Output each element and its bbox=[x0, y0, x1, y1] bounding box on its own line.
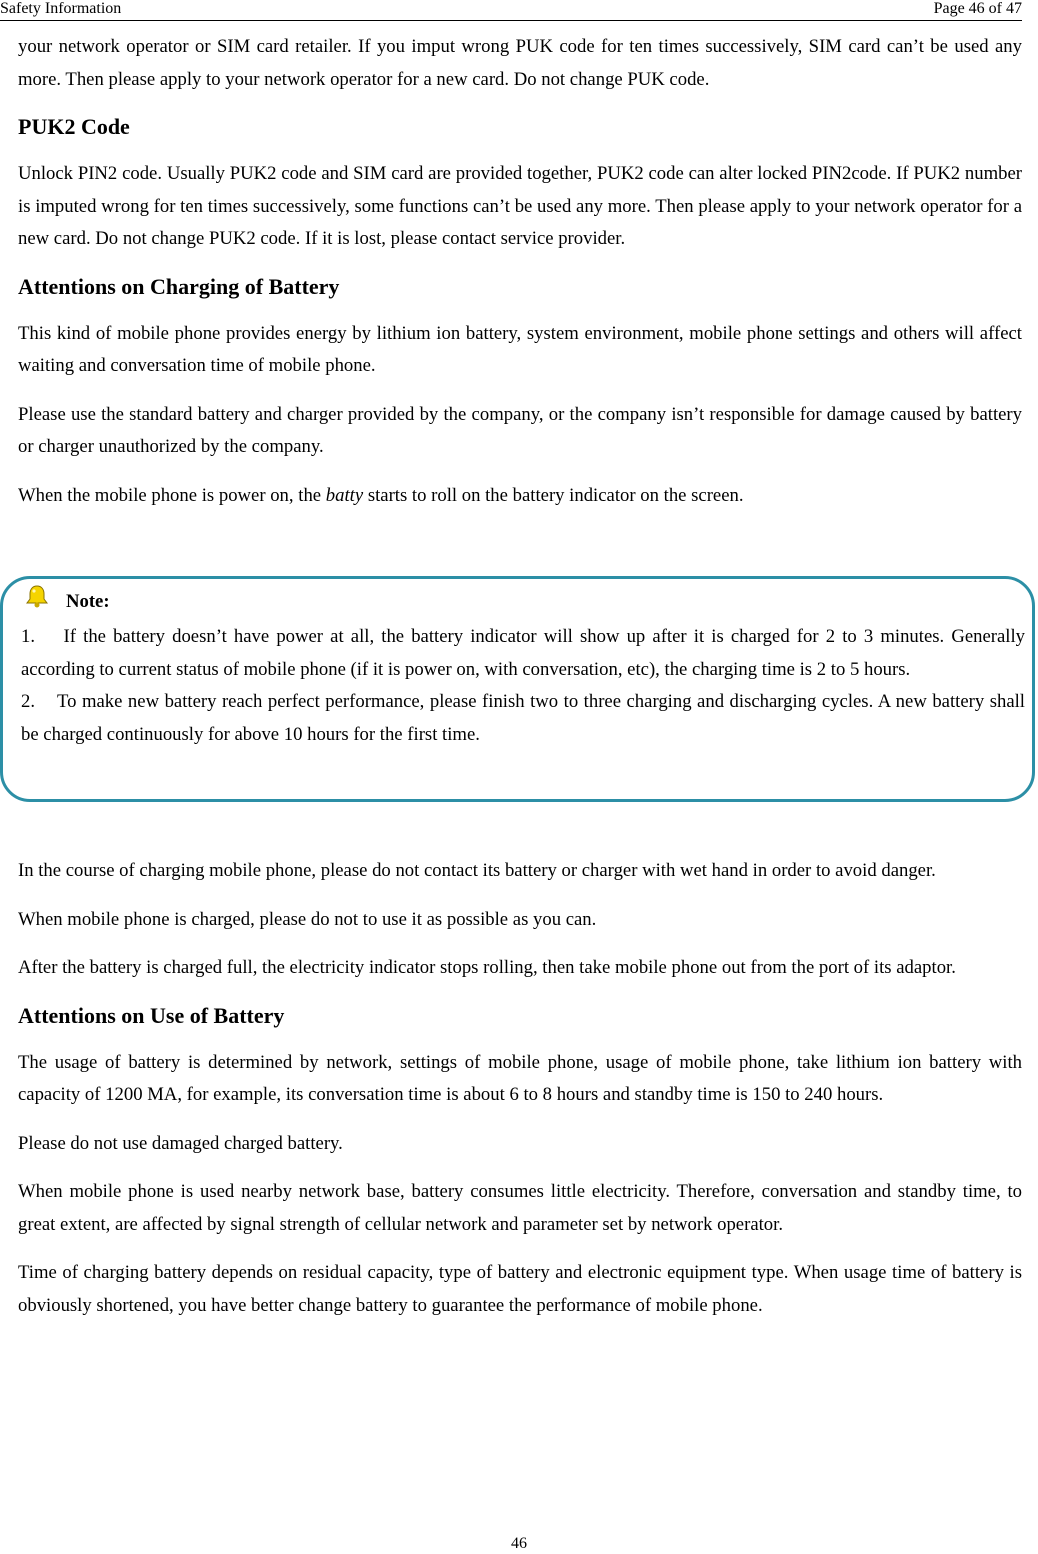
header-page-indicator: Page 46 of 47 bbox=[933, 0, 1022, 17]
main-content-bottom bbox=[18, 855, 1022, 1338]
note-title: Note: bbox=[66, 591, 110, 612]
note-item-1: 1. If the battery doesn’t have power at all, the battery indicator will show up after it is charged for 2 to 3 minutes. Generally according to current status of mobile phone (if it is power on, with conversation, etc), the charging time is 2 to 5 hours. bbox=[21, 626, 1025, 680]
charging-paragraph-2: Please use the standard battery and charger provided by the company, or the company isn’t responsible for damage caused by battery or charger unauthorized by the company. bbox=[18, 403, 1022, 457]
puk2-paragraph: Unlock PIN2 code. Usually PUK2 code and SIM card are provided together, PUK2 code can alter locked PIN2code. If PUK2 number is imputed wrong for ten times successively, some functions can’t be used any more. Then please apply to your network operator for a new card. Do not change PUK2 code. If it is lost, please contact service provider. bbox=[18, 163, 1022, 249]
page-number: 46 bbox=[511, 1535, 527, 1552]
use-paragraph-1: The usage of battery is determined by network, settings of mobile phone, usage of mobile phone, take lithium ion battery with capacity of 1200 MA, for example, its conversation time is about 6 to 8 hours and standby time is 150 to 240 hours. bbox=[18, 1051, 1022, 1105]
use-heading: Attentions on Use of Battery bbox=[18, 1002, 285, 1028]
after-note-paragraph-3: After the battery is charged full, the electricity indicator stops rolling, then take mobile phone out from the port of its adaptor. bbox=[18, 957, 956, 978]
charging-p3-before: When the mobile phone is power on, the bbox=[18, 484, 326, 506]
after-note-paragraph-2: When mobile phone is charged, please do not to use it as possible as you can. bbox=[18, 908, 597, 930]
use-paragraph-4: Time of charging battery depends on residual capacity, type of battery and electronic equipment type. When usage time of battery is obviously shortened, you have better change battery to guarantee the performance of mobile phone. bbox=[18, 1262, 1022, 1316]
charging-p3-after: starts to roll on the battery indicator on the screen. bbox=[363, 484, 744, 506]
charging-heading: Attentions on Charging of Battery bbox=[18, 273, 340, 299]
intro-paragraph: your network operator or SIM card retailer. If you imput wrong PUK code for ten times successively, SIM card can’t be used any more. Then please apply to your network operator for a new card. Do not change PUK code. bbox=[18, 36, 1022, 90]
charging-paragraph-3 bbox=[18, 480, 1022, 513]
main-content-top bbox=[18, 31, 1022, 528]
use-paragraph-2: Please do not use damaged charged battery. bbox=[18, 1132, 343, 1154]
charging-p3-italic: batty bbox=[325, 484, 364, 506]
note-item-2: 2. To make new battery reach perfect performance, please finish two to three charging and discharging cycles. A new battery shall be charged continuously for above 10 hours for the first time. bbox=[21, 691, 1025, 745]
charging-paragraph-1: This kind of mobile phone provides energy by lithium ion battery, system environment, mobile phone settings and others will affect waiting and conversation time of mobile phone. bbox=[18, 322, 1022, 376]
use-paragraph-3: When mobile phone is used nearby network base, battery consumes little electricity. Therefore, conversation and standby time, to great extent, are affected by signal strength of cellular network and parameter set by network operator. bbox=[18, 1181, 1022, 1235]
header-section-title: Safety Information bbox=[0, 0, 122, 17]
puk2-heading: PUK2 Code bbox=[18, 114, 130, 139]
note-items bbox=[3, 621, 1025, 751]
bell-icon bbox=[24, 583, 50, 609]
note-box bbox=[0, 576, 1035, 802]
after-note-paragraph-1: In the course of charging mobile phone, please do not contact its battery or charger with wet hand in order to avoid danger. bbox=[18, 860, 936, 881]
page-header bbox=[0, 0, 1022, 21]
